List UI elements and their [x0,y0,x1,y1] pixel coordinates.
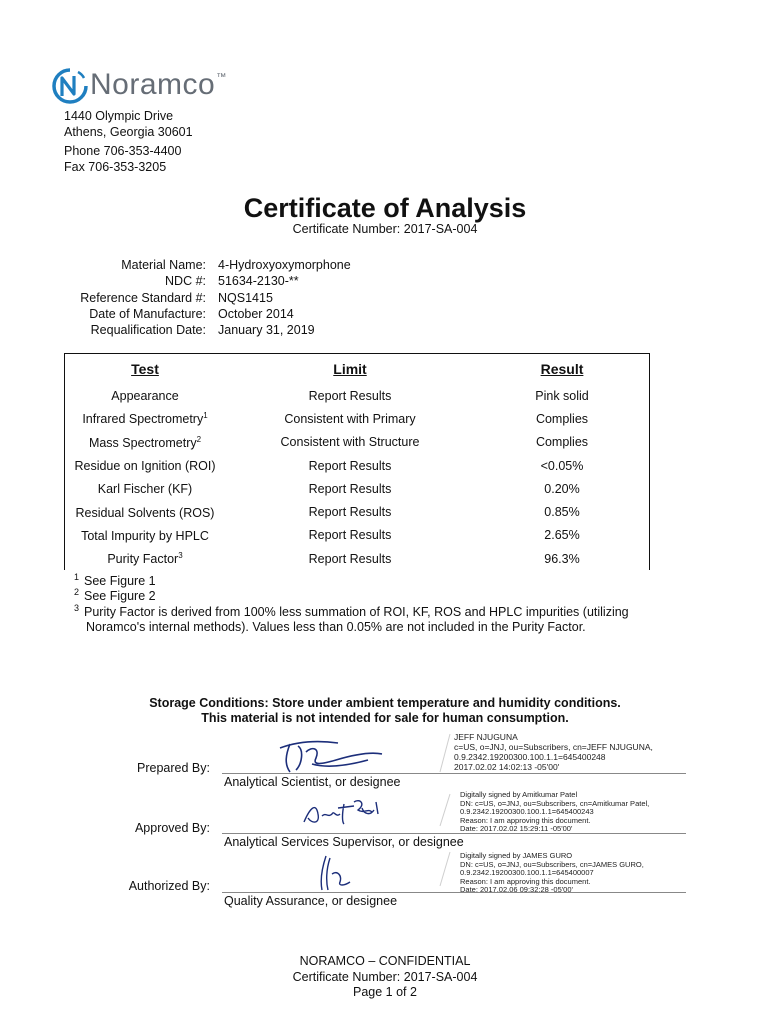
phone-number: Phone 706-353-4400 [64,144,182,158]
digital-signature-stamp: Digitally signed by Amitkumar Patel DN: c=US, o=JNJ, ou=Subscribers, cn=Amitkumar Patel, 0.9.2342.19200300.100.1.1=645400243 Reason: I am approving this document. Date: 2017.02.02 15:29:11 -05'00' [460,790,650,833]
cell-result: 2.65% [544,528,580,543]
address-line: 1440 Olympic Drive [64,109,174,123]
footnote: 3 Purity Factor is derived from 100% less summation of ROI, KF, ROS and HPLC impurities (utilizing [74,602,629,619]
cell-test: Residue on Ignition (ROI) [74,459,216,474]
info-row [40,257,518,273]
info-row [40,306,518,322]
table-row [65,384,649,407]
cell-test: Purity Factor$^3$ [107,551,183,567]
info-value: 4-Hydroxyoxymorphone [218,258,351,272]
handwritten-signature [312,852,356,894]
signature-prepared [0,730,770,790]
document-title: Certificate of Analysis [243,193,527,223]
info-key: Material Name: [121,258,206,272]
footer-certificate-number: Certificate Number: 2017-SA-004 [292,969,478,984]
results-table [64,353,650,570]
info-key: Reference Standard #: [80,290,206,305]
info-value: January 31, 2019 [218,323,315,338]
signature-authorized [0,848,770,908]
table-row [65,524,649,547]
cell-limit: Report Results [308,505,392,520]
cell-test: Total Impurity by HPLC [81,529,209,543]
column-header-result: Result [540,361,584,377]
footnote: 1 See Figure 1 [74,572,156,588]
storage-line: This material is not intended for sale for human consumption. [201,711,569,725]
cell-test: Mass Spectrometry$^2$ [88,434,202,450]
material-info [40,257,518,338]
table-row [65,477,649,500]
storage-conditions [0,696,770,726]
approved-by-label: Approved By: [134,821,210,835]
table-row [65,454,649,477]
cell-limit: Report Results [308,458,392,473]
signature-line [222,892,686,893]
table-header-row [65,354,649,384]
table-row [65,547,649,570]
table-row [65,407,649,430]
company-logo-text: Noramco™ [90,68,227,101]
signature-line [222,773,686,774]
handwritten-signature [276,734,386,776]
cell-limit: Consistent with Primary [284,411,416,426]
noramco-logo-icon [52,66,88,106]
cell-limit: Report Results [308,528,392,543]
info-key: Date of Manufacture: [89,306,206,321]
table-row [65,500,649,523]
cell-result: 96.3% [544,551,580,566]
certificate-number: Certificate Number: 2017-SA-004 [292,222,478,236]
storage-line: Storage Conditions: Store under ambient temperature and humidity conditions. [149,696,621,710]
address-line: Athens, Georgia 30601 [64,125,193,139]
signature-check-icon [436,850,452,890]
signature-role: Quality Assurance, or designee [224,894,398,908]
info-key: Requalification Date: [90,323,206,338]
signature-line [222,833,686,834]
cell-test: Karl Fischer (KF) [97,482,193,497]
info-key: NDC #: [165,274,206,289]
cell-test: Appearance [111,389,179,404]
company-address [64,108,193,140]
info-row [40,273,518,289]
footnotes [72,574,629,635]
cell-limit: Consistent with Structure [280,435,420,450]
signature-role: Analytical Scientist, or designee [224,775,401,789]
info-row [40,290,518,306]
page-footer [0,954,770,1001]
column-header-limit: Limit [333,361,367,377]
cell-result: 0.85% [544,505,580,520]
cell-test: Infrared Spectrometry$^1$ [82,411,208,427]
column-header-test: Test [131,361,159,377]
cell-result: Complies [535,435,589,450]
page-number: Page 1 of 2 [353,985,417,999]
cell-limit: Report Results [308,551,392,566]
cell-limit: Report Results [308,481,392,496]
footnote: 2 See Figure 2 [74,587,156,604]
digital-signature-stamp: Digitally signed by JAMES GURO DN: c=US, o=JNJ, ou=Subscribers, cn=JAMES GURO, 0.9.2342.19200300.100.1.1=645400007 Reason: I am approving this document. Date: 2017.02.06 09:32:28 -05'00' [460,851,644,894]
footnote-continuation: Noramco's internal methods). Values less than 0.05% are not included in the Purity Factor. [86,619,586,634]
signature-check-icon [436,732,452,776]
info-value: 51634-2130-** [218,274,299,289]
digital-signature-stamp: JEFF NJUGUNA c=US, o=JNJ, ou=Subscribers, cn=JEFF NJUGUNA, 0.9.2342.19200300.100.1.1=645400248 2017.02.02 14:02:13 -05'00' [454,732,653,772]
cell-result: 0.20% [544,481,580,496]
info-value: NQS1415 [218,290,273,305]
signature-check-icon [436,792,452,830]
prepared-by-label: Prepared By: [137,761,210,775]
cell-test: Residual Solvents (ROS) [75,505,215,520]
table-row [65,431,649,454]
company-contact [64,143,181,175]
cell-result: <0.05% [540,458,584,473]
signature-approved [0,788,770,848]
cell-result: Complies [535,411,589,426]
confidential-notice: NORAMCO – CONFIDENTIAL [299,954,471,968]
info-value: October 2014 [218,306,294,321]
signature-role: Analytical Services Supervisor, or designee [224,835,464,849]
fax-number: Fax 706-353-3205 [64,160,167,174]
cell-limit: Report Results [308,388,392,403]
authorized-by-label: Authorized By: [128,879,210,893]
cell-result: Pink solid [535,388,589,403]
info-row [40,322,518,338]
handwritten-signature [298,794,384,832]
